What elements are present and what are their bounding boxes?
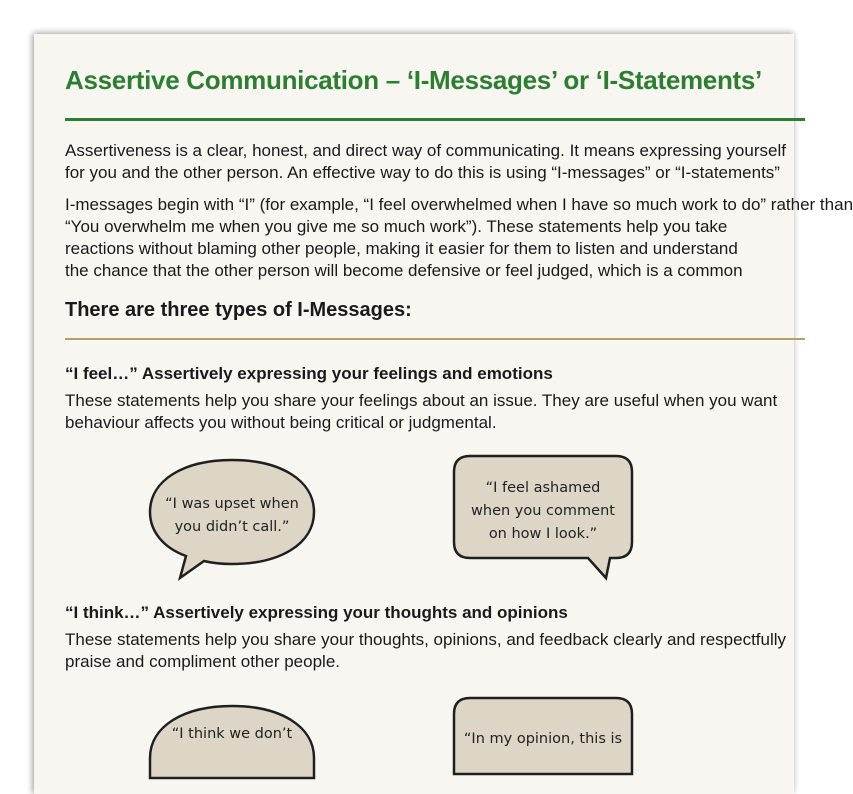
imessage-line-3: reactions without blaming other people, making it easier for them to listen and understand: [65, 239, 738, 258]
bubble-think-2-line-1: “In my opinion, this is: [463, 731, 623, 747]
bubble-feel-1-line-1: “I was upset when: [165, 496, 299, 512]
section-think-body-2: praise and compliment other people.: [65, 652, 340, 671]
imessage-line-2: “You overwhelm me when you give me so much work”). These statements help you take: [65, 217, 728, 236]
bubble-think-1-line-1: “I think we don’t: [171, 726, 293, 742]
bubble-feel-1-line-2: you didn’t call.”: [174, 519, 290, 535]
section-feel-body-1: These statements help you share your feelings about an issue. They are useful when you want: [65, 391, 778, 410]
imessage-line-4: the chance that the other person will become defensive or feel judged, which is a common: [65, 261, 743, 280]
types-divider: [65, 338, 805, 340]
bubble-feel-2-line-2: when you comment: [471, 503, 615, 519]
worksheet-page: [34, 34, 853, 794]
title-divider: [65, 118, 805, 121]
page-title: Assertive Communication – ‘I-Messages’ or ‘I-Statements’: [65, 65, 762, 95]
bubble-feel-2-line-3: on how I look.”: [488, 526, 598, 542]
intro-line-2: for you and the other person. An effective way to do this is using “I-messages” or “I-statements”: [65, 163, 780, 182]
intro-line-1: Assertiveness is a clear, honest, and direct way of communicating. It means expressing yourself: [65, 141, 786, 160]
types-heading: There are three types of I-Messages:: [65, 299, 412, 321]
imessage-line-1: I-messages begin with “I” (for example, “I feel overwhelmed when I have so much work to do” rather than: [65, 195, 853, 214]
section-think-body-1: These statements help you share your thoughts, opinions, and feedback clearly and respectfully: [65, 630, 787, 649]
section-feel-heading: “I feel…” Assertively expressing your feelings and emotions: [65, 364, 553, 383]
bubble-feel-2-line-1: “I feel ashamed: [485, 480, 601, 496]
section-feel-body-2: behaviour affects you without being critical or judgmental.: [65, 413, 497, 432]
section-think-heading: “I think…” Assertively expressing your thoughts and opinions: [65, 603, 568, 622]
